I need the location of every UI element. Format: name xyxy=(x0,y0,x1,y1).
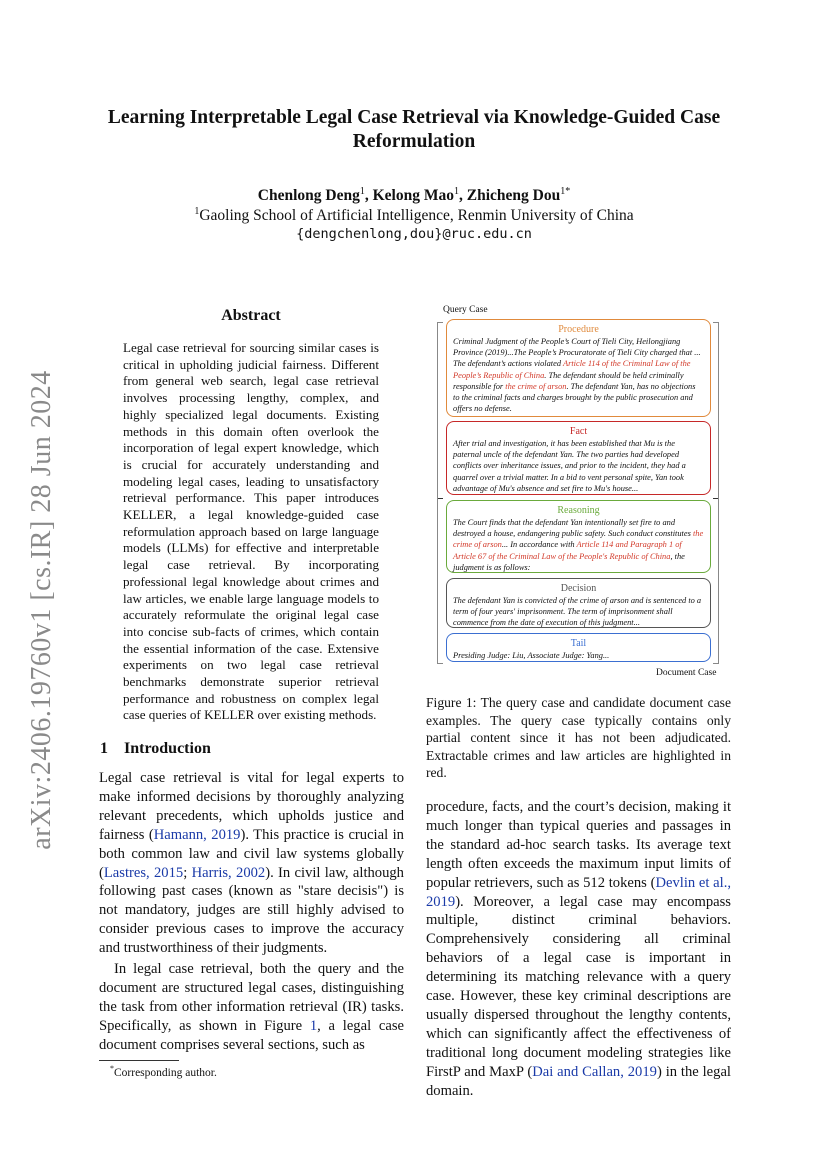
paragraph-text: ). In civil law, although following past cases (known as "stare decisis") is not mandatory, judges are still highly advised to consider previous cases to improve the accuracy and trustworthiness of their judgments. xyxy=(99,864,404,957)
intro-paragraph xyxy=(426,798,731,1101)
author-name: Kelong Mao xyxy=(372,187,454,205)
paragraph-text: ). Moreover, a legal case may encompass multiple, distinct criminal behaviors. Comprehensively considering all criminal behaviors of a legal case is important in determining its matching relevance with a query case. However, these key criminal descriptions are usually dispersed throughout the lengthy contents, which can significantly affect the effectiveness of traditional long document modeling strategies like FirstP and MaxP ( xyxy=(426,893,731,1080)
fact-card xyxy=(446,421,711,495)
author-mark: 1 xyxy=(359,186,365,197)
intro-left-column xyxy=(99,769,404,1055)
highlight-text: the crime of arson xyxy=(453,529,704,550)
decision-card xyxy=(446,578,711,628)
highlight-text: Article 114 and Paragraph 1 of Article 67 of the Criminal Law of the People's Republic of China xyxy=(453,540,682,561)
card-text: Presiding Judge: Liu, Associate Judge: Yang... xyxy=(453,651,610,660)
citation-link[interactable]: Hamann, 2019 xyxy=(153,826,241,843)
paragraph-text: In legal case retrieval, both the query and the document are structured legal cases, distinguishing the task from other information retrieval (IR) tasks. Specifically, as shown in Figure xyxy=(99,961,404,1034)
footnote-mark: * xyxy=(110,1064,114,1073)
abstract-heading: Abstract xyxy=(221,307,281,324)
figure-ref-link[interactable]: 1 xyxy=(309,1017,318,1034)
affiliation-text: Gaoling School of Artificial Intelligence, Renmin University of China xyxy=(199,207,634,225)
intro-paragraph xyxy=(99,960,404,1055)
affiliation-mark: 1 xyxy=(194,206,200,217)
footnote-rule xyxy=(99,1060,179,1061)
paper-title: Learning Interpretable Legal Case Retrieval via Knowledge-Guided Case Reformulation xyxy=(107,107,721,152)
footnote xyxy=(110,1064,217,1079)
document-bracket-right xyxy=(713,322,719,664)
citation-link[interactable]: Lastres, 2015 xyxy=(103,864,184,881)
paragraph-text: ) in the legal domain. xyxy=(426,1063,731,1099)
section-heading xyxy=(100,740,211,758)
decision-heading: Decision xyxy=(560,583,597,594)
citation-link[interactable]: Dai and Callan, 2019 xyxy=(532,1063,657,1080)
author-mark: 1 xyxy=(453,186,459,197)
footnote-text: Corresponding author. xyxy=(114,1066,217,1079)
section-number: 1 xyxy=(100,740,108,757)
author-name: Zhicheng Dou xyxy=(466,187,561,205)
tail-heading: Tail xyxy=(570,638,587,649)
author-name: Chenlong Deng xyxy=(257,187,360,205)
abstract-text: Legal case retrieval for sourcing similar cases is critical in upholding judicial fairness. Different from general web search, legal case retrieval involves processing lengthy, complex, and highly specialized legal documents. Existing methods in this domain often overlook the incorporation of legal expert knowledge, which is crucial for accurately understanding and modeling legal cases, leading to unsatisfactory retrieval performance. This paper introduces KELLER, a legal knowledge-guided case reformulation approach based on large language models (LLMs) for effective and interpretable legal case retrieval. By incorporating professional legal knowledge about crimes and law articles, we enable large language models to accurately reformulate the original legal case into concise sub-facts of crimes, which contain the essential information of the case. Extensive experiments on two legal case retrieval benchmarks demonstrate superior retrieval performance and robustness on complex legal case queries of KELLER over existing methods. xyxy=(123,340,379,723)
section-title: Introduction xyxy=(124,740,211,757)
procedure-heading: Procedure xyxy=(558,324,599,335)
paragraph-text: , a legal case document comprises several sections, such as xyxy=(99,1017,404,1053)
affiliation xyxy=(100,206,728,225)
figure-caption: Figure 1: The query case and candidate document case examples. The query case typically contains only partial content since it has not been adjudicated. Extractable crimes and law articles are highlighted in red. xyxy=(426,695,731,780)
card-text: . The defendant Yan, has no objections to the criminal facts and charges brought by the public prosecution and offers no defense. xyxy=(453,381,696,414)
author-mark: 1* xyxy=(560,186,571,197)
document-case-label: Document Case xyxy=(656,668,717,678)
paragraph-text: procedure, facts, and the court’s decision, making it much longer than typical queries and passages in the standard ad-hoc search tasks. Its average text length often exceeds the maximum input limits of popular retrievers, such as 512 tokens ( xyxy=(426,799,731,891)
tail-card xyxy=(446,633,711,662)
citation-link[interactable]: Devlin et al., 2019 xyxy=(426,874,731,910)
highlight-text: Article 114 of the Criminal Law of the People’s Republic of China xyxy=(453,359,691,380)
card-text: After trial and investigation, it has been established that Mu is the paternal uncle of the defendant Yan. The two parties had developed conflicts over inheritance issues, and prior to the incident, they had a quarrel over a trivial matter. In a bid to vent personal spite, Yan took advantage of Mu's absence and set fire to Mu's house... xyxy=(453,439,686,493)
arxiv-sidebar xyxy=(20,0,64,1171)
card-text: Criminal Judgment of the People’s Court of Tieli City, Heilongjiang Province (2019)...The People’s Procuratorate of Tieli City charged that ... The defendant’s actions violated xyxy=(453,337,701,369)
fact-heading: Fact xyxy=(569,426,588,437)
card-text: The Court finds that the defendant Yan intentionally set fire to and destroyed a house, endangering public safety. Such conduct constitutes xyxy=(453,518,693,539)
document-bracket xyxy=(437,322,443,664)
reasoning-heading: Reasoning xyxy=(557,505,600,516)
card-text: , the judgment is as follows: xyxy=(453,551,685,572)
card-text: ... In accordance with xyxy=(501,540,577,550)
reasoning-card xyxy=(446,500,711,573)
query-case-label: Query Case xyxy=(443,305,488,315)
paragraph-text: Legal case retrieval is vital for legal experts to make informed decisions by thoroughly analyzing relevant precedents, which upholds justice and fairness ( xyxy=(99,770,404,843)
highlight-text: the crime of arson xyxy=(505,381,567,391)
intro-right-column xyxy=(426,798,731,1101)
paragraph-text: ). This practice is crucial in both common law and civil law systems globally ( xyxy=(99,826,404,881)
paragraph-text: ; xyxy=(183,864,192,881)
card-text: The defendant Yan is convicted of the crime of arson and is sentenced to a term of four years' imprisonment. The term of imprisonment shall commence from the date of execution of this judgment... xyxy=(453,596,702,628)
card-text: . The defendant should be held criminally responsible for xyxy=(453,370,684,391)
citation-link[interactable]: Harris, 2002 xyxy=(191,864,266,881)
author-email: {dengchenlong,dou}@ruc.edu.cn xyxy=(296,226,532,242)
arxiv-identifier: arXiv:2406.19760v1 [cs.IR] 28 Jun 2024 xyxy=(26,370,57,850)
author-list: Chenlong Deng$^1$, Kelong Mao$^1$, Zhicheng Dou$^{1*}$ xyxy=(257,186,571,205)
procedure-card xyxy=(446,319,711,417)
intro-paragraph xyxy=(99,769,404,958)
